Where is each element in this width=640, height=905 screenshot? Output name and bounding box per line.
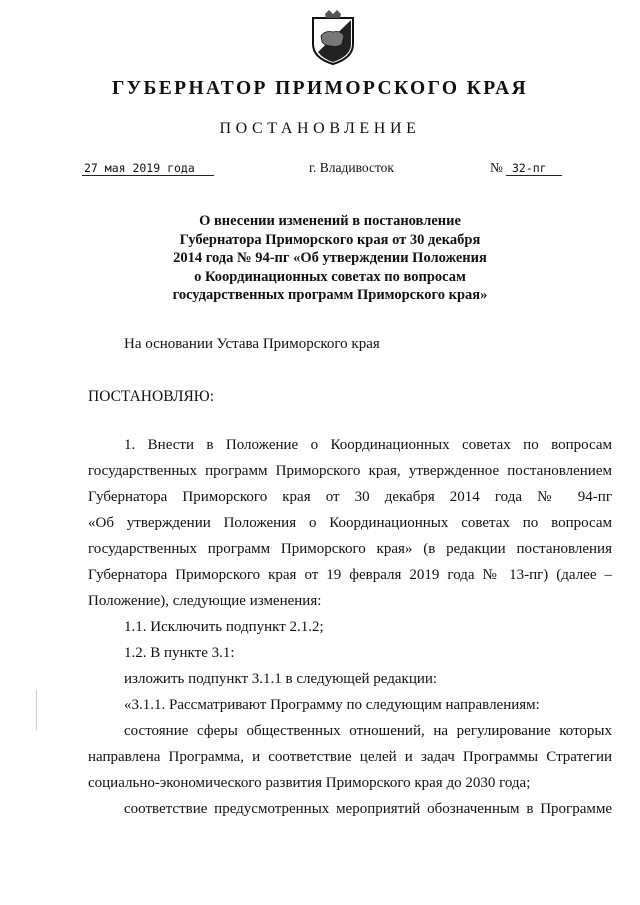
subject-line: о Координационных советах по вопросам [194,268,466,285]
authority-title: ГУБЕРНАТОР ПРИМОРСКОГО КРАЯ [111,78,529,99]
body-line: государственных программ Приморского края, утвержденное постановлением [88,463,612,479]
body-line: «3.1.1. Рассматривают Программу по следующим направлениям: [124,697,540,713]
body-line: 1.2. В пункте 3.1: [124,645,235,661]
legal-basis: На основании Устава Приморского края [124,336,380,352]
body-line: 1. Внести в Положение о Координационных советах по вопросам [124,437,612,453]
body-line: состояние сферы общественных отношений, на регулирование которых [124,723,612,739]
document-number: 32-пг [506,161,562,176]
number-sign: № [490,160,503,175]
document-date: 27 мая 2019 года [82,161,214,176]
scan-margin-mark [36,690,37,730]
subject-line: государственных программ Приморского края» [172,287,488,303]
subject-line: Губернатора Приморского края от 30 декабря [179,231,481,248]
body-line: направлена Программа, и соответствие целей и задач Программы Стратегии [88,749,612,765]
body-line: социально-экономического развития Приморского края до 2030 года; [88,775,531,791]
document-type: ПОСТАНОВЛЕНИЕ [219,120,421,137]
body-line: 1.1. Исключить подпункт 2.1.2; [124,619,324,635]
decree-word: ПОСТАНОВЛЯЮ: [88,388,215,405]
document-city: г. Владивосток [309,160,394,175]
document-subject [140,212,520,305]
document-body [88,432,612,822]
body-line: изложить подпункт 3.1.1 в следующей редакции: [124,671,438,687]
body-line: соответствие предусмотренных мероприятий обозначенным в Программе [124,801,612,817]
coat-of-arms-icon [311,10,355,65]
body-line: «Об утверждении Положения о Координационных советах по вопросам [88,515,612,531]
subject-line: 2014 года № 94-пг «Об утверждении Положения [173,250,487,266]
body-line: государственных программ Приморского края» (в редакции постановления [88,541,612,557]
body-line: Губернатора Приморского края от 19 февраля 2019 года № 13-пг) (далее – [88,567,612,583]
body-line: Губернатора Приморского края от 30 декабря 2014 года № 94-пг [88,489,612,505]
body-line: Положение), следующие изменения: [88,593,322,609]
subject-line: О внесении изменений в постановление [199,213,461,229]
